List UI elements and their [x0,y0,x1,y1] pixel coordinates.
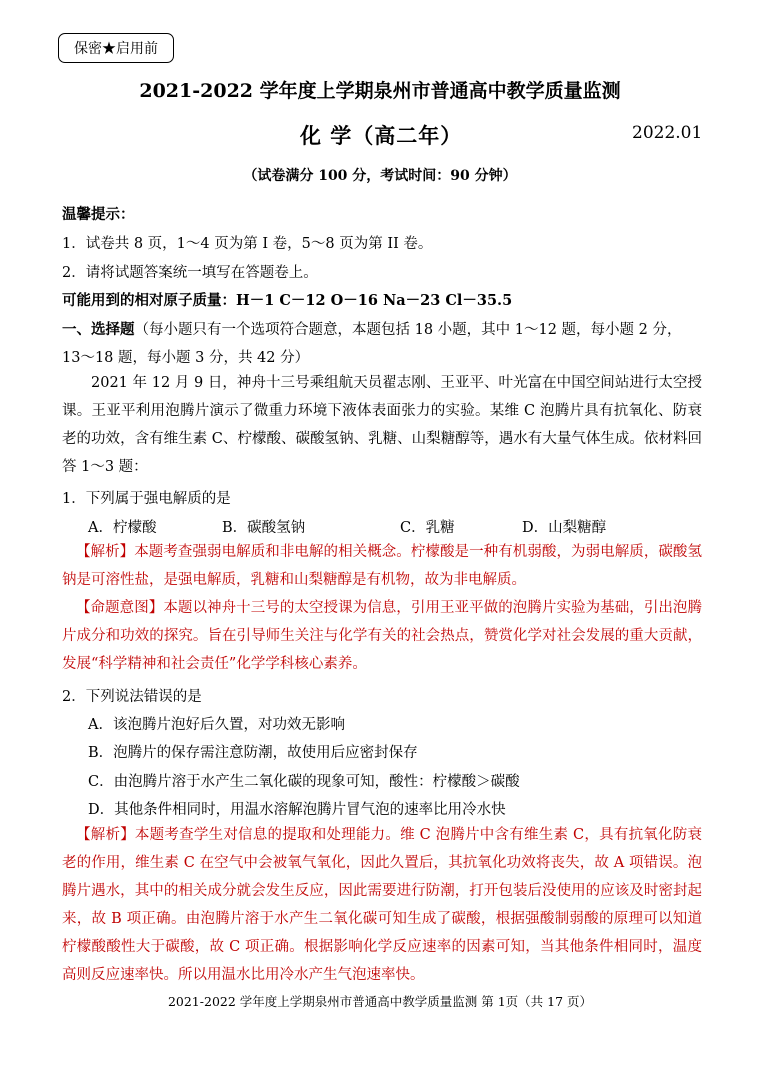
tips-item-1: 1．试卷共 8 页，1～4 页为第 I 卷，5～8 页为第 II 卷。 [62,236,433,252]
atomic-mass-line: 可能用到的相对原子质量：H－1 C－12 O－16 Na－23 Cl－35.5 [62,292,513,309]
q1-option-a: A．柠檬酸 [88,520,157,536]
section-1-heading: 一、选择题 [62,321,135,338]
page-footer: 2021-2022 学年度上学期泉州市普通高中教学质量监测 第 1页（共 17 页） [167,994,593,1009]
exam-title: 2021-2022 学年度上学期泉州市普通高中教学质量监测 [139,80,621,102]
q2-option-a: A．该泡腾片泡好后久置，对功效无影响 [88,717,345,733]
subject-title: 化 学（高二年） [300,123,463,148]
question-2-stem: 2．下列说法错误的是 [62,689,202,705]
q1-option-d: D．山梨糖醇 [522,520,607,536]
question-1-stem: 1．下列属于强电解质的是 [62,491,231,507]
q2-analysis: 【解析】本题考查学生对信息的提取和处理能力。维 C 泡腾片中含有维生素 C，具有抗氧化防衰老的作用，维生素 C 在空气中会被氧气氧化，因此久置后，其抗氧化功效将丧失，故 A 项错误。泡腾片遇水，其中的相关成分就会发生反应，因此需要进行防潮，打开包装后没使用的应该及时密封起来，故 B 项正确。由泡腾片溶于水产生二氧化碳可知生成了碳酸，根据强酸制弱酸的原理可以知道柠檬酸酸性大于碳酸，故 C 项正确。根据影响化学反应速率的因素可知，当其他条件相同时，温度高则反应速率快。所以用温水比用冷水产生气泡速率快。 [62,827,702,983]
q2-option-d: D．其他条件相同时，用温水溶解泡腾片冒气泡的速率比用冷水快 [88,802,506,818]
q1-option-b: B．碳酸氢钠 [222,520,306,536]
reading-passage: 2021 年 12 月 9 日，神舟十三号乘组航天员翟志刚、王亚平、叶光富在中国空间站进行太空授课。王亚平利用泡腾片演示了微重力环境下液体表面张力的实验。某维 C 泡腾片具有抗氧化、防衰老的功效，含有维生素 C、柠檬酸、碳酸氢钠、乳糖、山梨糖醇等，遇水有大量气体生成。依材料回答 1～3 题： [62,375,702,475]
tips-item-2: 2．请将试题答案统一填写在答题卷上。 [62,265,318,281]
exam-date: 2022.01 [632,123,703,143]
q2-option-b: B．泡腾片的保存需注意防潮，故使用后应密封保存 [88,745,418,761]
section-1-desc-1: （每小题只有一个选项符合题意，本题包括 18 小题，其中 1～12 题，每小题 2 分， [134,322,682,338]
confidential-badge: 保密★启用前 [58,33,174,63]
q2-option-c: C．由泡腾片溶于水产生二氧化碳的现象可知，酸性：柠檬酸＞碳酸 [88,774,520,790]
exam-info: （试卷满分 100 分，考试时间：90 分钟） [243,168,517,184]
q1-intent: 【命题意图】本题以神舟十三号的太空授课为信息，引用王亚平做的泡腾片实验为基础，引出泡腾片成分和功效的探究。旨在引导师生关注与化学有关的社会热点，赞赏化学对社会发展的重大贡献，发展“科学精神和社会责任”化学学科核心素养。 [62,600,702,672]
section-1-line-1 [62,318,682,339]
q1-analysis: 【解析】本题考查强弱电解质和非电解的相关概念。柠檬酸是一种有机弱酸，为弱电解质，碳酸氢钠是可溶性盐，是强电解质，乳糖和山梨糖醇是有机物，故为非电解质。 [62,544,702,588]
section-1-desc-2: 13～18 题，每小题 3 分，共 42 分） [62,350,310,366]
q1-option-c: C．乳糖 [400,520,455,536]
tips-heading: 温馨提示： [62,206,135,223]
